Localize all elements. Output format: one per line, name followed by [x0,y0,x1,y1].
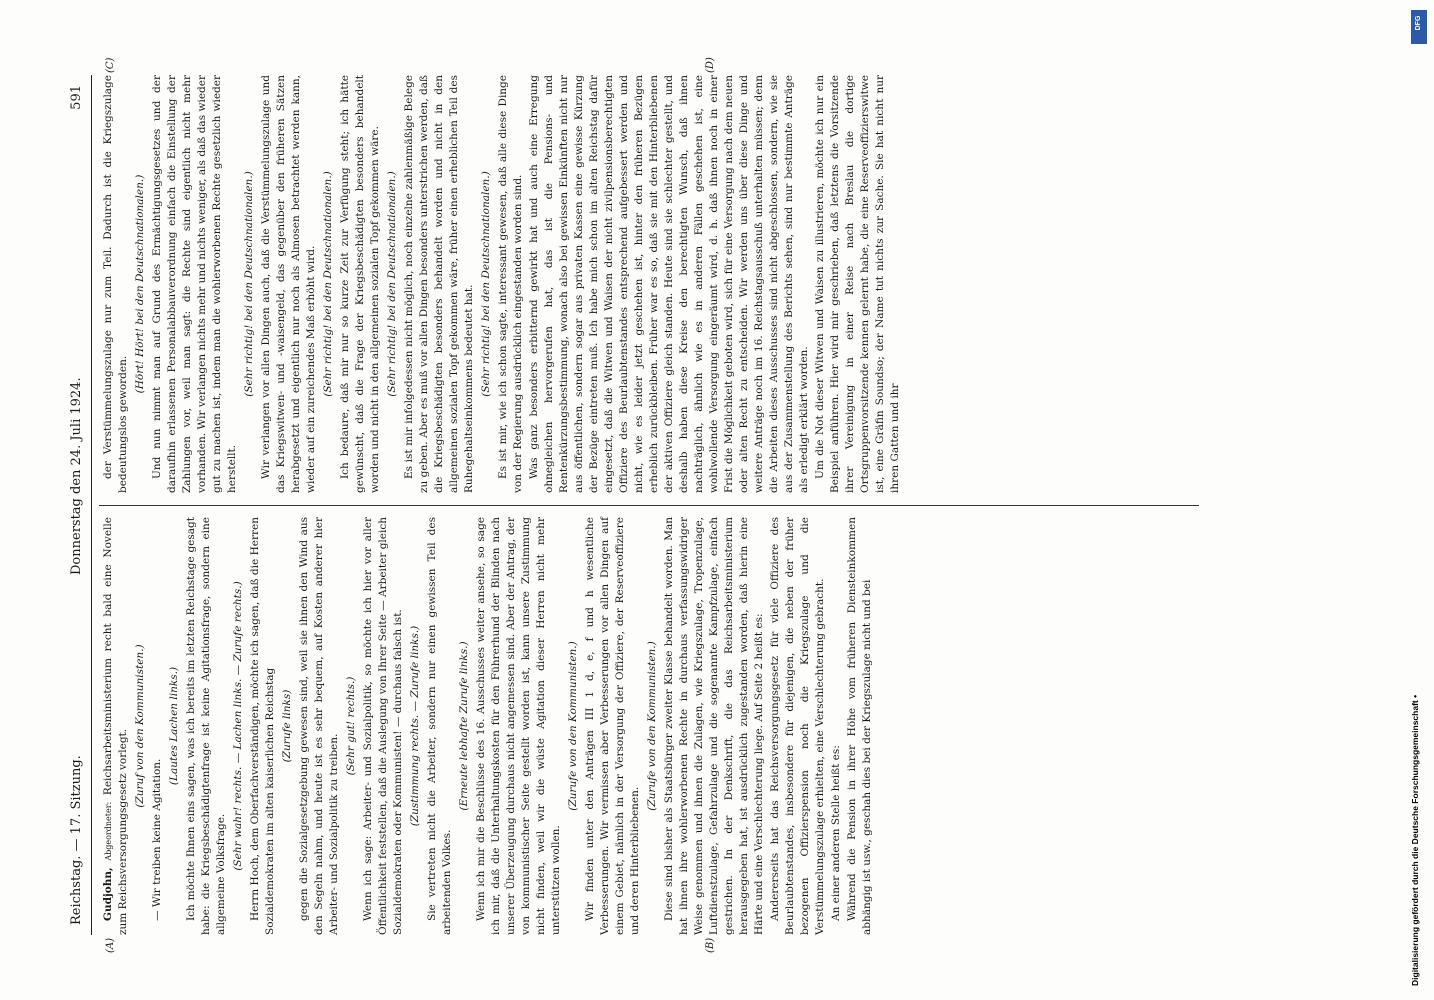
paragraph: Ich möchte Ihnen eins sagen, was ich bereits im letzten Reichstage gesagt habe: die Kriegsbeschädigtenfrage ist keine Agitationsfrage, sondern eine allgemeine Volksfrage. [185,517,227,935]
left-column [101,517,876,935]
paragraph: Es ist mir, wie ich schon sagte, interessant gewesen, daß alle diese Dinge von der Regierung ausdrücklich eingestanden worden sind. [497,75,524,493]
paragraph: Wir verlangen vor allen Dingen auch, daß die Verstümmelungszulage und das Kriegswitwen- und -waisengeld, das gegenüber den früheren Sätzen herabgesetzt und eigentlich nur noch als Almosen betrachtet werden kann, wieder auf ein zureichendes Maß erhöht wird. [260,75,317,493]
paragraph: Wenn ich mir die Beschlüsse des 16. Ausschusses weiter ansehe, so sage ich mir, daß die Unterhaltungskosten für den Führerhund der Blinden nach unserer Überzeugung durchaus nicht angemessen sind. Aber der Antrag, der von kommunistischer Seite gestellt worden ist, kann unsere Zustimmung nicht finden, weil wir die wüste Agitation dieser Herren nicht mehr unterstützen wollen. [475,517,562,935]
speaker-text: Reichsarbeitsministerium recht bald eine Novelle zum Reichsversorgungsgesetz vorlegt. [102,517,129,935]
interjection: (Lautes Lachen links.) [168,666,180,786]
page-header [65,75,92,935]
paragraph: An einer anderen Stelle heißt es: [830,745,842,921]
interjection: (Sehr gut! rechts.) [345,676,357,776]
paragraph: Andererseits hat das Reichsversorgungsgesetz für viele Offiziere des Beurlaubtenstandes, insbesondere für diejenigen, die neben der früher bezogenen Offizierspension noch die Kriegszulage und die Verstümmelungszulage erhielten, eine Verschlechterung gebracht. [769,517,826,935]
speaker-paragraph [101,517,131,935]
interjection: (Erneute lebhafte Zurufe links.) [458,641,470,811]
paragraph: Es ist mir infolgedessen nicht möglich, noch einzelne zahlenmäßige Belege zu geben. Aber es muß vor allen Dingen besonders unterstrichen werden, daß die Kriegsbeschädigten besonders behandelt worden und nicht in den allgemeinen sozialen Topf gekommen wäre, früher einen erheblichen Teil des Ruhegehaltseinkommens bedeutet hat. [403,75,475,493]
margin-mark-a: (A) [105,937,116,953]
rotated-sheet [65,55,1395,955]
paragraph: Während die Pension in ihrer Höhe vom früheren Diensteinkommen abhängig ist usw., geschah dies bei der Kriegszulage nicht und bei [846,517,873,935]
paragraph: gegen die Sozialgesetzgebung gewesen sind, weil sie ihnen den Wind aus den Segeln nahm, und heute ist es sehr bequem, auf Kosten anderer hier Arbeiter- und Sozialpolitik zu treiben. [298,517,340,935]
dfg-stamp [1410,6,1430,986]
interjection: (Sehr richtig! bei den Deutschnationalen.) [243,171,255,397]
paragraph: Und nun nimmt man auf Grund des Ermächtigungsgesetzes und der daraufhin erlassenen Personalabbauverordnung einfach die Einstellung der Zahlungen vor, weil man sagt: die Rechte sind eigentlich nicht mehr vorhanden. Wir verlangen nichts mehr und nichts weniger, als daß das wieder gut zu machen ist, indem man die wohlerworbenen Rechte gesetzlich wieder herstellt. [151,75,238,493]
paragraph: Diese sind bisher als Staatsbürger zweiter Klasse behandelt worden. Man hat ihnen ihre wohlerworbenen Rechte in durchaus verfassungswidriger Weise genommen und ihnen die Zulagen, wie Kriegszulage, Tropenzulage, Luftdienstzulage, Gefahrzulage und die sogenannte Kampfzulage, einfach gestrichen. In der Denkschrift, die das Reichsarbeitsministerium herausgegeben hat, ist ausdrücklich zugestanden worden, daß hierin eine Härte und eine Verschlechterung liege. Auf Seite 2 heißt es: [663,517,765,935]
margin-mark-b: (B) [705,937,716,953]
interjection: (Sehr richtig! bei den Deutschnationalen.) [322,171,334,397]
header-left: Reichstag. — 17. Sitzung. [69,755,84,925]
paragraph: Um die Not dieser Witwen und Waisen zu illustrieren, möchte ich nur ein Beispiel anführen. Hier wird mir geschrieben, daß letztens die Vorsitzende ihrer Vereinigung in einer Reise nach Breslau die dortige Ortsgruppenvorsitzende kennen gelernt habe, die eine Reserveoffizierswitwe ist, eine Gräfin Soundso; der Name tut nichts zur Sache. Sie hat nicht nur ihren Gatten und ihr [814,75,901,493]
interjection: (Sehr richtig! bei den Deutschnationalen.) [386,171,398,397]
speaker-name: Gudjohn, [102,867,114,921]
interjection: (Zurufe von den Kommunisten.) [646,641,658,811]
paragraph: Herrn Hoch, dem Oberfachverständigen, möchte ich sagen, daß die Herren Sozialdemokraten im alten kaiserlichen Reichstag [249,517,276,935]
dfg-stamp-text: Digitalisierung gefördert durch die Deutsche Forschungsgemeinschaft • [1410,694,1420,986]
page-number: 591 [69,85,84,110]
header-center: Donnerstag den 24. Juli 1924. [69,377,84,575]
paragraph: Ich bedaure, daß mir nur so kurze Zeit zur Verfügung steht; ich hätte gewünscht, daß die Frage der Kriegsbeschädigten besonders behandelt worden und nicht in den allgemeinen sozialen Topf gekommen wäre. [339,75,381,493]
paragraph: Sie vertreten nicht die Arbeiter, sondern nur einen gewissen Teil des arbeitenden Volkes. [426,517,453,935]
interjection: (Hört! Hört! bei den Deutschnationalen.) [134,174,146,394]
interjection: (Zustimmung rechts. — Zurufe links.) [409,625,421,827]
paragraph: Wir finden unter den Anträgen III 1 d, e, f und h wesentliche Verbesserungen. Wir vermissen aber Verbesserungen vor allen Dingen auf einem Gebiet, nämlich in der Versorgung der Offiziere, der Reserveoffiziere und deren Hinterbliebenen. [584,517,641,935]
paragraph: Wenn ich sage: Arbeiter- und Sozialpolitik, so möchte ich hier vor aller Öffentlichkeit feststellen, daß die Auslegung von Ihrer Seite — Arbeiter gleich Sozialdemokraten oder Kommunisten! — durchaus falsch ist. [362,517,404,935]
margin-mark-d: (D) [705,57,716,73]
paragraph: — Wir treiben keine Agitation. [151,758,163,921]
interjection: (Zurufe links) [281,689,293,763]
paragraph: Was ganz besonders erbitternd gewirkt hat und auch eine Erregung ohnegleichen hervorgerufen hat, das ist die Pensions- und Rentenkürzungsbestimmung, wonach also bei gewissen Einkünften nicht nur aus öffentlichen, sondern sogar aus privaten Kassen eine gewisse Kürzung der Bezüge eintreten muß. Ich habe mich schon im alten Reichstag dafür eingesetzt, daß die Witwen und Waisen der nicht zivilpensionsberechtigten Offiziere des Beurlaubtenstandes entsprechend aufgebessert werden und nicht, wie es leider jetzt geschehen ist, hinter den früheren Bezügen erheblich zurückbleiben. Früher war es so, daß sie mit den Hinterbliebenen der aktiven Offiziere gleich standen. Heute sind sie schlechter gestellt, und deshalb haben diese Kreise den berechtigten Wunsch, daß ihnen nachträglich, ähnlich wie es in anderen Fällen geschehen ist, eine wohlwollende Versorgung eingeräumt wird, d. h. daß ihnen noch in einer Frist die Möglichkeit geboten wird, sich für eine Versorgung nach dem neuen oder alten Recht zu entscheiden. Wir werden uns über diese Dinge und weitere Anträge noch im 16. Reichstagsausschuß unterhalten müssen; denn die Arbeiten dieses Ausschusses sind nicht abgeschlossen, sondern, wie sie aus der Zusammenstellung des Berichts sehen, sind nur bestimmte Anträge als erledigt erklärt worden. [528,75,810,493]
speaker-note: Abgeordneter: [104,801,113,861]
right-column [101,75,904,493]
paragraph: der Verstümmelungszulage nur zum Teil. Dadurch ist die Kriegszulage bedeutungslos geworden. [102,75,129,493]
dfg-logo: DFG [1411,10,1427,44]
interjection: (Zuruf von den Kommunisten.) [134,644,146,808]
margin-mark-c: (C) [105,57,116,73]
interjection: (Sehr richtig! bei den Deutschnationalen.) [480,171,492,397]
column-divider [99,505,1199,506]
interjection: (Zurufe von den Kommunisten.) [567,641,579,811]
interjection: (Sehr wahr! rechts. — Lachen links. — Zurufe rechts.) [232,581,244,871]
